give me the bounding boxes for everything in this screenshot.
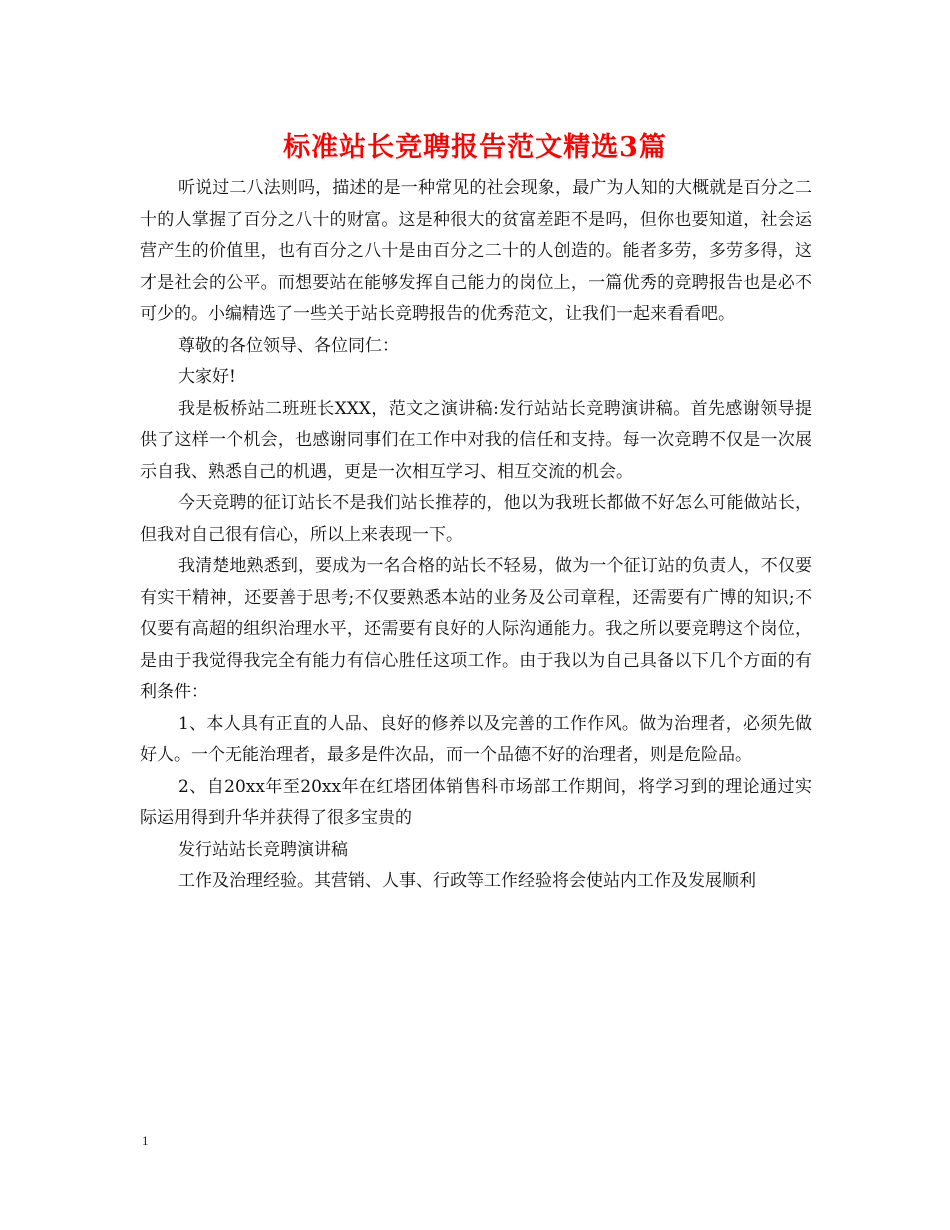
paragraph-recommendation: 今天竞聘的征订站长不是我们站长推荐的，他以为我班长都做不好怎么可能做站长，但我对自己很有信心，所以上来表现一下。 [140, 493, 812, 545]
paragraph-inline-heading: 发行站站长竞聘演讲稿 [178, 839, 348, 860]
paragraph-salutation: 尊敬的各位领导、各位同仁： [178, 335, 399, 356]
paragraph-self-introduction: 我是板桥站二班班长XXX，范文之演讲稿:发行站站长竞聘演讲稿。首先感谢领导提供了这样一个机会，也感谢同事们在工作中对我的信任和支持。每一次竞聘不仅是一次展示自我、熟悉自己的机遇，更是一次相互学习、相互交流的机会。 [140, 398, 812, 482]
document-title: 标准站长竞聘报告范文精选3篇 [283, 132, 667, 163]
page-number: 1 [142, 1133, 149, 1148]
document-body [140, 173, 812, 898]
paragraph-intro: 听说过二八法则吗，描述的是一种常见的社会现象，最广为人知的大概就是百分之二十的人掌握了百分之八十的财富。这是种很大的贫富差距不是吗，但你也要知道，社会运营产生的价值里，也有百分之八十是由百分之二十的人创造的。能者多劳，多劳多得，这才是社会的公平。而想要站在能够发挥自己能力的岗位上，一篇优秀的竞聘报告也是必不可少的。小编精选了一些关于站长竞聘报告的优秀范文，让我们一起来看看吧。 [140, 178, 812, 324]
paragraph-point-1: 1、本人具有正直的人品、良好的修养以及完善的工作作风。做为治理者，必须先做好人。一个无能治理者，最多是件次品，而一个品德不好的治理者，则是危险品。 [140, 713, 812, 765]
paragraph-greeting: 大家好! [178, 367, 236, 387]
paragraph-continuation: 工作及治理经验。其营销、人事、行政等工作经验将会使站内工作及发展顺利 [178, 871, 756, 891]
paragraph-point-2: 2、自20xx年至20xx年在红塔团体销售科市场部工作期间，将学习到的理论通过实际运用得到升华并获得了很多宝贵的 [140, 776, 812, 828]
paragraph-qualifications: 我清楚地熟悉到，要成为一名合格的站长不轻易，做为一个征订站的负责人，不仅要有实干精神，还要善于思考;不仅要熟悉本站的业务及公司章程，还需要有广博的知识;不仅要有高超的组织治理水平，还需要有良好的人际沟通能力。我之所以要竞聘这个岗位，是由于我觉得我完全有能力有信心胜任这项工作。由于我以为自己具备以下几个方面的有利条件： [140, 556, 812, 702]
